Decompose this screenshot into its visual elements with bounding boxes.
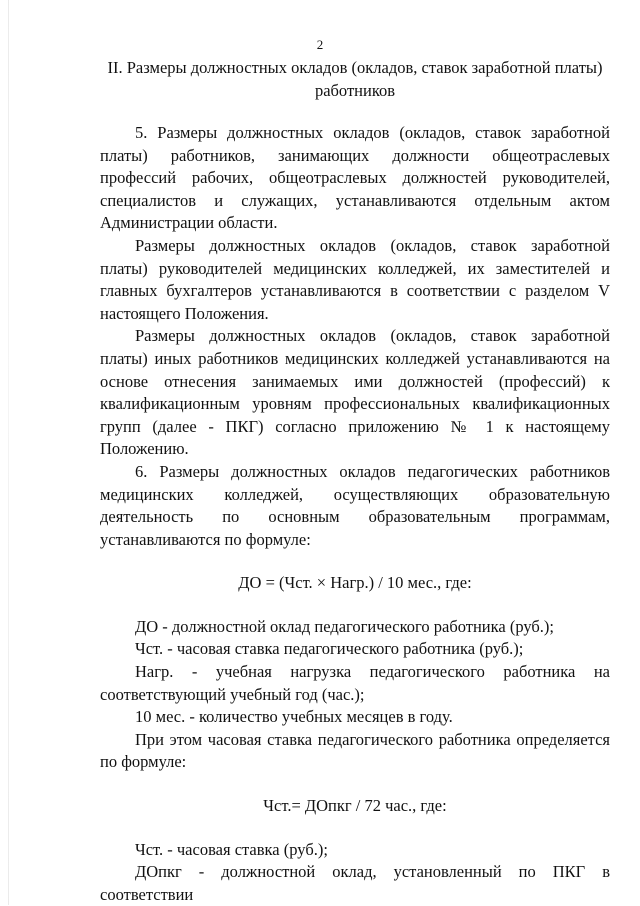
paragraph-hourly-rate: При этом часовая ставка педагогического работника определяется по формуле: [100, 729, 610, 772]
definition-dopkg: ДОпкг - должностной оклад, установленный по ПКГ в соответствии [100, 862, 610, 904]
definition-nagr: Нагр. - учебная нагрузка педагогического работника на соответствующий учебный год (час.); [100, 662, 610, 704]
section-heading [100, 56, 610, 102]
definition-chst: Чст. - часовая ставка педагогического работника (руб.); [135, 639, 524, 659]
scan-edge-line [8, 0, 9, 905]
page-number: 2 [316, 37, 324, 52]
paragraph-5-managers: Размеры должностных окладов (окладов, ставок заработной платы) руководителей медицинских колледжей, их заместителей и главных бухгалтеров устанавливаются в соответствии с разделом V настоящего Положения. [100, 235, 610, 323]
section-heading-line-2: работников [314, 81, 396, 100]
paragraph-5: 5. Размеры должностных окладов (окладов, ставок заработной платы) работников, занимающих должности общеотраслевых профессий рабочих, общеотраслевых должностей руководителей, специалистов и служащих, устанавливаются отдельным актом Администрации области. [100, 123, 610, 233]
formula-salary: ДО = (Чст. × Нагр.) / 10 мес., где: [238, 573, 472, 593]
definition-chst-rate: Чст. - часовая ставка (руб.); [135, 839, 328, 859]
definition-do: ДО - должностной оклад педагогического работника (руб.); [135, 616, 555, 636]
section-heading-line-1: II. Размеры должностных окладов (окладов, ставок заработной платы) [107, 58, 603, 77]
paragraph-6: 6. Размеры должностных окладов педагогических работников медицинских колледжей, осуществляющих образовательную деятельность по основным образовательным программам, устанавливаются по формуле: [100, 461, 610, 549]
paragraph-5-other-staff: Размеры должностных окладов (окладов, ставок заработной платы) иных работников медицинских колледжей устанавливаются на основе отнесения занимаемых ими должностей (профессий) к квалификационным уровням профессиональных квалификационных групп (далее - ПКГ) согласно приложению № 1 к настоящему Положению. [100, 326, 610, 459]
formula-hourly-rate: Чст.= ДОпкг / 72 час., где: [263, 796, 447, 816]
definition-10-months: 10 мес. - количество учебных месяцев в году. [135, 707, 453, 727]
document-body [100, 122, 610, 906]
